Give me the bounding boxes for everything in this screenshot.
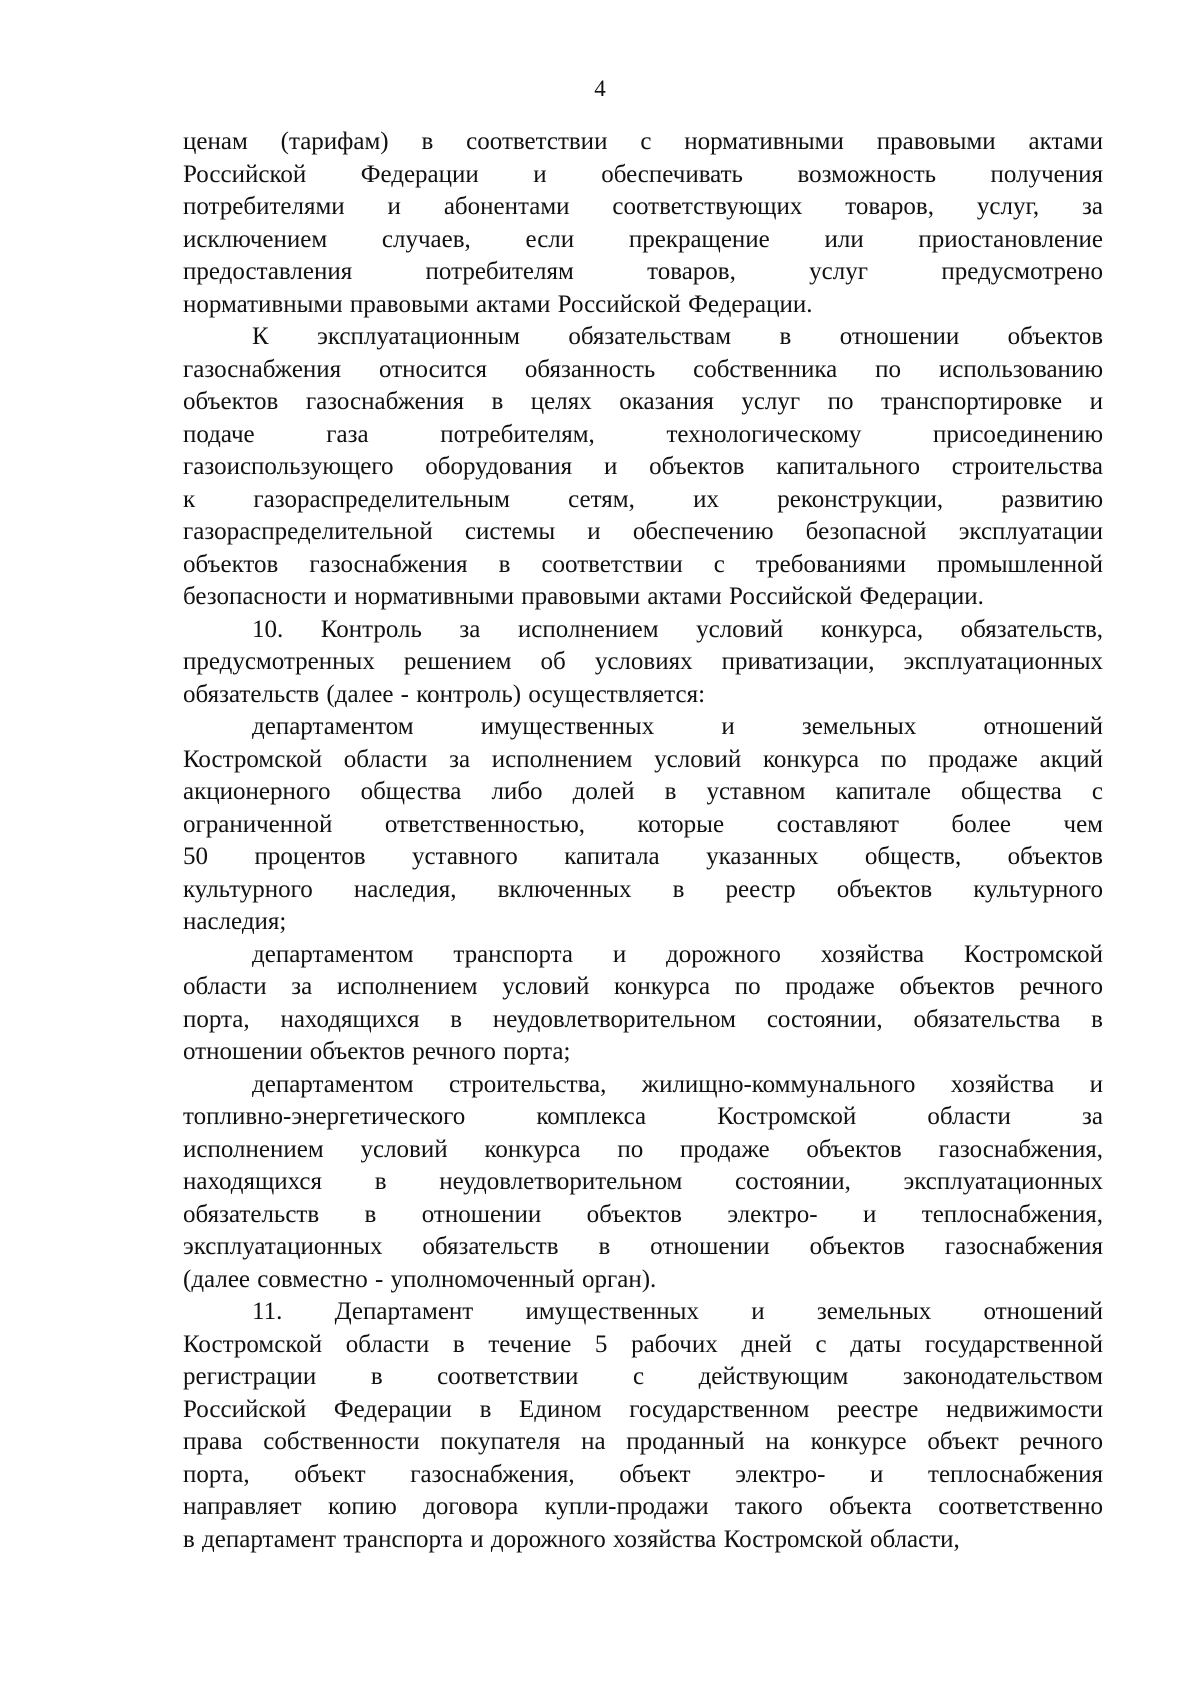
text-line: подаче газа потребителям, технологическому присоединению — [183, 420, 1103, 448]
text-line: департаментом транспорта и дорожного хозяйства Костромской — [252, 940, 1103, 968]
text-line: ценам (тарифам) в соответствии с нормативными правовыми актами — [183, 128, 1103, 155]
text-line: эксплуатационных обязательств в отношении объектов газоснабжения — [183, 1233, 1103, 1260]
text-line: отношении объектов речного порта; — [183, 1038, 571, 1065]
text-line: департаментом имущественных и земельных отношений — [252, 713, 1103, 740]
text-line: 11. Департамент имущественных и земельных отношений — [252, 1298, 1103, 1325]
text-line: в департамент транспорта и дорожного хозяйства Костромской области, — [183, 1525, 960, 1553]
text-line: порта, объект газоснабжения, объект электро- и теплоснабжения — [183, 1460, 1103, 1488]
text-line: порта, находящихся в неудовлетворительном состоянии, обязательства в — [183, 1005, 1103, 1033]
paragraph — [183, 1069, 1103, 1297]
text-line: К эксплуатационным обязательствам в отношении объектов — [252, 323, 1103, 350]
text-line: обязательств в отношении объектов электро- и теплоснабжения, — [183, 1200, 1103, 1228]
text-line: предоставления потребителям товаров, услуг предусмотрено — [183, 258, 1103, 285]
text-line: наследия; — [183, 908, 287, 935]
text-line: газоиспользующего оборудования и объектов капитального строительства — [183, 453, 1103, 480]
text-line: области за исполнением условий конкурса по продаже объектов речного — [183, 973, 1103, 1000]
text-line: объектов газоснабжения в соответствии с требованиями промышленной — [183, 550, 1103, 578]
text-line: направляет копию договора купли-продажи такого объекта соответственно — [183, 1493, 1103, 1520]
text-line: Российской Федерации и обеспечивать возможность получения — [183, 160, 1103, 188]
text-line: нормативными правовыми актами Российской Федерации. — [183, 290, 813, 318]
paragraph — [183, 1296, 1103, 1556]
text-line: культурного наследия, включенных в реестр объектов культурного — [183, 875, 1103, 903]
text-line: Российской Федерации в Едином государственном реестре недвижимости — [183, 1395, 1103, 1423]
text-line: (далее совместно - уполномоченный орган). — [183, 1265, 657, 1293]
text-line: находящихся в неудовлетворительном состоянии, эксплуатационных — [183, 1168, 1103, 1195]
text-line: газоснабжения относится обязанность собственника по использованию — [183, 355, 1103, 383]
text-line: объектов газоснабжения в целях оказания услуг по транспортировке и — [183, 388, 1103, 415]
text-line: газораспределительной системы и обеспечению безопасной эксплуатации — [183, 518, 1103, 545]
paragraph — [183, 126, 1103, 321]
text-line: безопасности и нормативными правовыми актами Российской Федерации. — [183, 583, 984, 610]
text-line: потребителями и абонентами соответствующих товаров, услуг, за — [183, 193, 1103, 220]
text-line: регистрации в соответствии с действующим законодательством — [183, 1363, 1103, 1390]
text-line: ограниченной ответственностью, которые составляют более чем — [183, 810, 1103, 838]
text-line: департаментом строительства, жилищно-коммунального хозяйства и — [252, 1070, 1103, 1098]
paragraph — [183, 321, 1103, 614]
text-line: топливно-энергетического комплекса Костромской области за — [183, 1103, 1103, 1130]
paragraph — [183, 711, 1103, 939]
text-line: исключением случаев, если прекращение или приостановление — [183, 225, 1103, 253]
text-line: предусмотренных решением об условиях приватизации, эксплуатационных — [183, 648, 1103, 675]
text-line: акционерного общества либо долей в уставном капитале общества с — [183, 778, 1103, 805]
text-line: Костромской области в течение 5 рабочих дней с даты государственной — [183, 1330, 1103, 1358]
paragraph — [183, 614, 1103, 712]
document-body — [183, 126, 1103, 1556]
text-line: Костромской области за исполнением условий конкурса по продаже акций — [183, 745, 1103, 773]
text-line: исполнением условий конкурса по продаже объектов газоснабжения, — [183, 1135, 1103, 1163]
paragraph — [183, 939, 1103, 1069]
page-number: 4 — [594, 76, 606, 101]
text-line: 10. Контроль за исполнением условий конкурса, обязательств, — [252, 615, 1103, 643]
text-line: права собственности покупателя на проданный на конкурсе объект речного — [183, 1428, 1103, 1455]
text-line: обязательств (далее - контроль) осуществляется: — [183, 680, 706, 708]
text-line: 50 процентов уставного капитала указанных обществ, объектов — [183, 843, 1103, 870]
text-line: к газораспределительным сетям, их реконструкции, развитию — [183, 485, 1103, 513]
